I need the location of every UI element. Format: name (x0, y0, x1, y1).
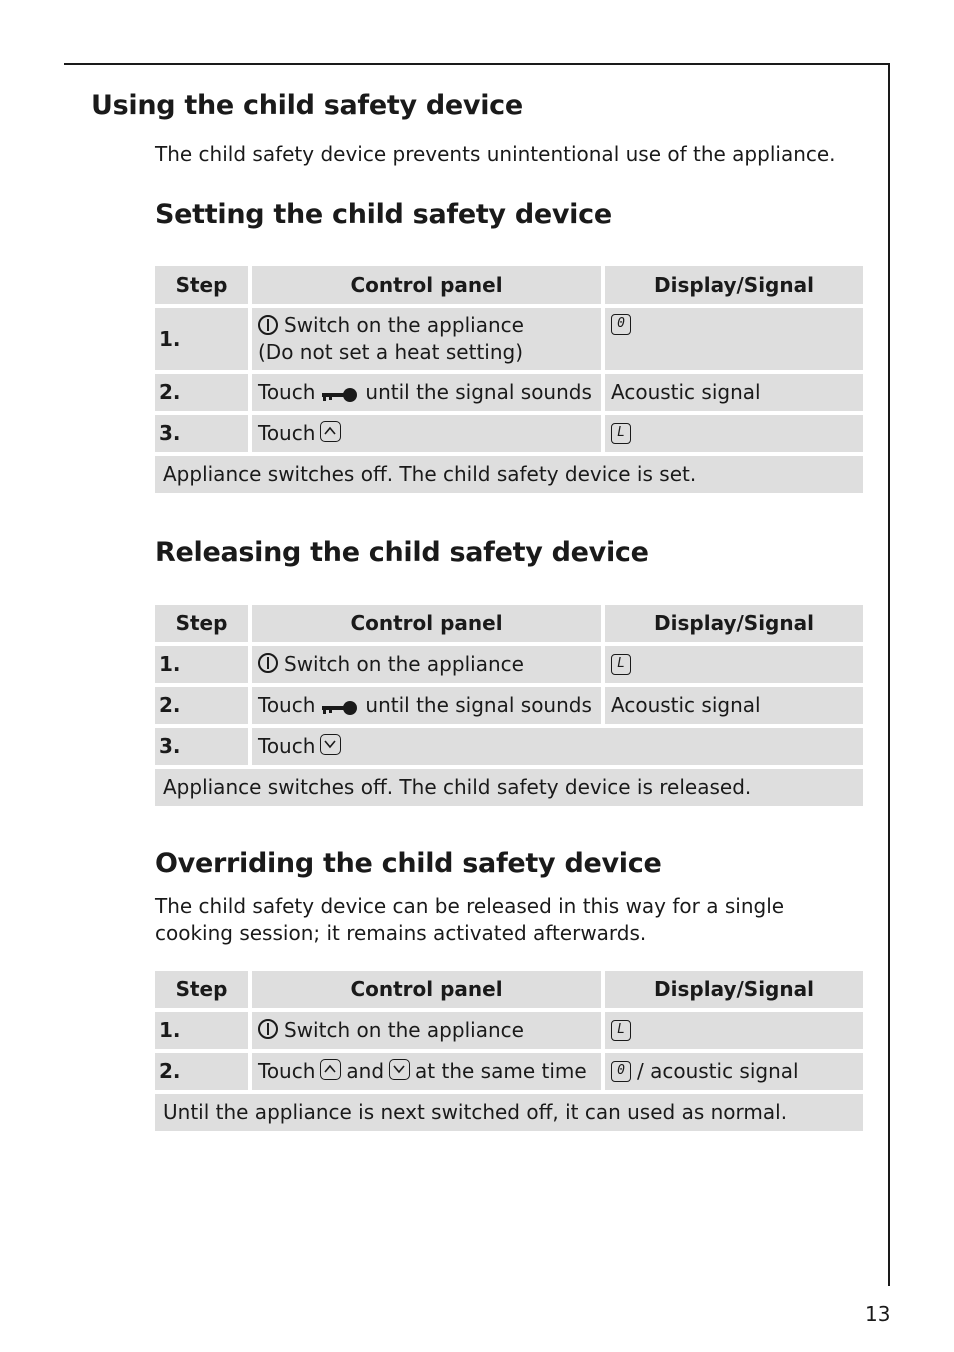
display-digit-icon: L (611, 1020, 631, 1041)
step-number: 1. (155, 646, 248, 683)
header-display-signal: Display/Signal (605, 605, 863, 642)
top-rule (64, 63, 890, 65)
down-arrow-button-icon (320, 734, 341, 755)
display-cell (605, 1012, 863, 1049)
control-text: until the signal sounds (365, 693, 592, 717)
display-cell (605, 646, 863, 683)
control-line (258, 312, 524, 339)
table-note: Until the appliance is next switched off, it can used as normal. (155, 1094, 863, 1131)
display-cell (605, 308, 863, 370)
step-number: 3. (155, 415, 248, 452)
table-row (155, 646, 863, 683)
display-cell: Acoustic signal (605, 374, 863, 411)
table-note: Appliance switches off. The child safety device is released. (155, 769, 863, 806)
table-row (155, 308, 863, 370)
control-text: and (346, 1059, 385, 1083)
header-display-signal: Display/Signal (605, 266, 863, 304)
header-step: Step (155, 266, 248, 304)
step-number: 2. (155, 1053, 248, 1090)
header-control-panel: Control panel (252, 266, 601, 304)
power-switch-icon (258, 1019, 278, 1039)
control-text: Switch on the appliance (284, 652, 524, 676)
control-cell (252, 1012, 601, 1049)
control-cell (252, 308, 601, 370)
display-digit-icon: 0 (611, 314, 631, 335)
control-text: Switch on the appliance (284, 313, 524, 337)
control-cell (252, 687, 601, 724)
table-row (155, 728, 863, 765)
display-digit-icon: L (611, 423, 631, 444)
control-text: Touch (258, 421, 316, 445)
control-text: Switch on the appliance (284, 1018, 524, 1042)
table-row (155, 687, 863, 724)
power-switch-icon (258, 315, 278, 335)
table-row (155, 415, 863, 452)
intro-text: The child safety device prevents unintentional use of the appliance. (155, 142, 836, 166)
setting-title: Setting the child safety device (155, 199, 612, 230)
display-cell (605, 1053, 863, 1090)
control-text: at the same time (415, 1059, 587, 1083)
display-digit-icon: 0 (611, 1061, 631, 1082)
table-row (155, 1053, 863, 1090)
step-number: 2. (155, 374, 248, 411)
overriding-description: The child safety device can be released in this way for a single cooking session; it remains activated afterwards. (155, 894, 785, 945)
table-note-row (155, 456, 863, 493)
right-rule (888, 63, 890, 1286)
control-line: (Do not set a heat setting) (258, 340, 524, 364)
releasing-title: Releasing the child safety device (155, 537, 649, 568)
table-note: Appliance switches off. The child safety device is set. (155, 456, 863, 493)
control-cell (252, 646, 601, 683)
step-number: 1. (155, 1012, 248, 1049)
display-cell (605, 415, 863, 452)
header-display-signal: Display/Signal (605, 971, 863, 1008)
control-cell (252, 374, 601, 411)
table-header (155, 605, 863, 642)
step-number: 2. (155, 687, 248, 724)
control-text: Touch (258, 734, 316, 758)
table-header (155, 971, 863, 1008)
page-number: 13 (865, 1302, 891, 1326)
key-lock-icon (321, 383, 359, 399)
page-title: Using the child safety device (91, 90, 523, 121)
table-row (155, 374, 863, 411)
header-step: Step (155, 971, 248, 1008)
display-text: / acoustic signal (637, 1059, 799, 1083)
down-arrow-button-icon (389, 1059, 410, 1080)
display-cell: Acoustic signal (605, 687, 863, 724)
releasing-table (155, 605, 863, 806)
control-text: Touch (258, 693, 316, 717)
setting-table (155, 266, 863, 493)
table-header (155, 266, 863, 304)
control-cell (252, 728, 863, 765)
key-lock-icon (321, 696, 359, 712)
header-step: Step (155, 605, 248, 642)
overriding-title: Overriding the child safety device (155, 848, 662, 879)
control-text: until the signal sounds (365, 380, 592, 404)
up-arrow-button-icon (320, 1059, 341, 1080)
header-control-panel: Control panel (252, 605, 601, 642)
table-row (155, 1012, 863, 1049)
table-note-row (155, 1094, 863, 1131)
control-cell (252, 1053, 601, 1090)
table-note-row (155, 769, 863, 806)
control-cell (252, 415, 601, 452)
control-text: Touch (258, 380, 316, 404)
up-arrow-button-icon (320, 421, 341, 442)
power-switch-icon (258, 653, 278, 673)
display-digit-icon: L (611, 654, 631, 675)
step-number: 3. (155, 728, 248, 765)
control-text: Touch (258, 1059, 316, 1083)
overriding-table (155, 971, 863, 1131)
step-number: 1. (155, 308, 248, 370)
header-control-panel: Control panel (252, 971, 601, 1008)
